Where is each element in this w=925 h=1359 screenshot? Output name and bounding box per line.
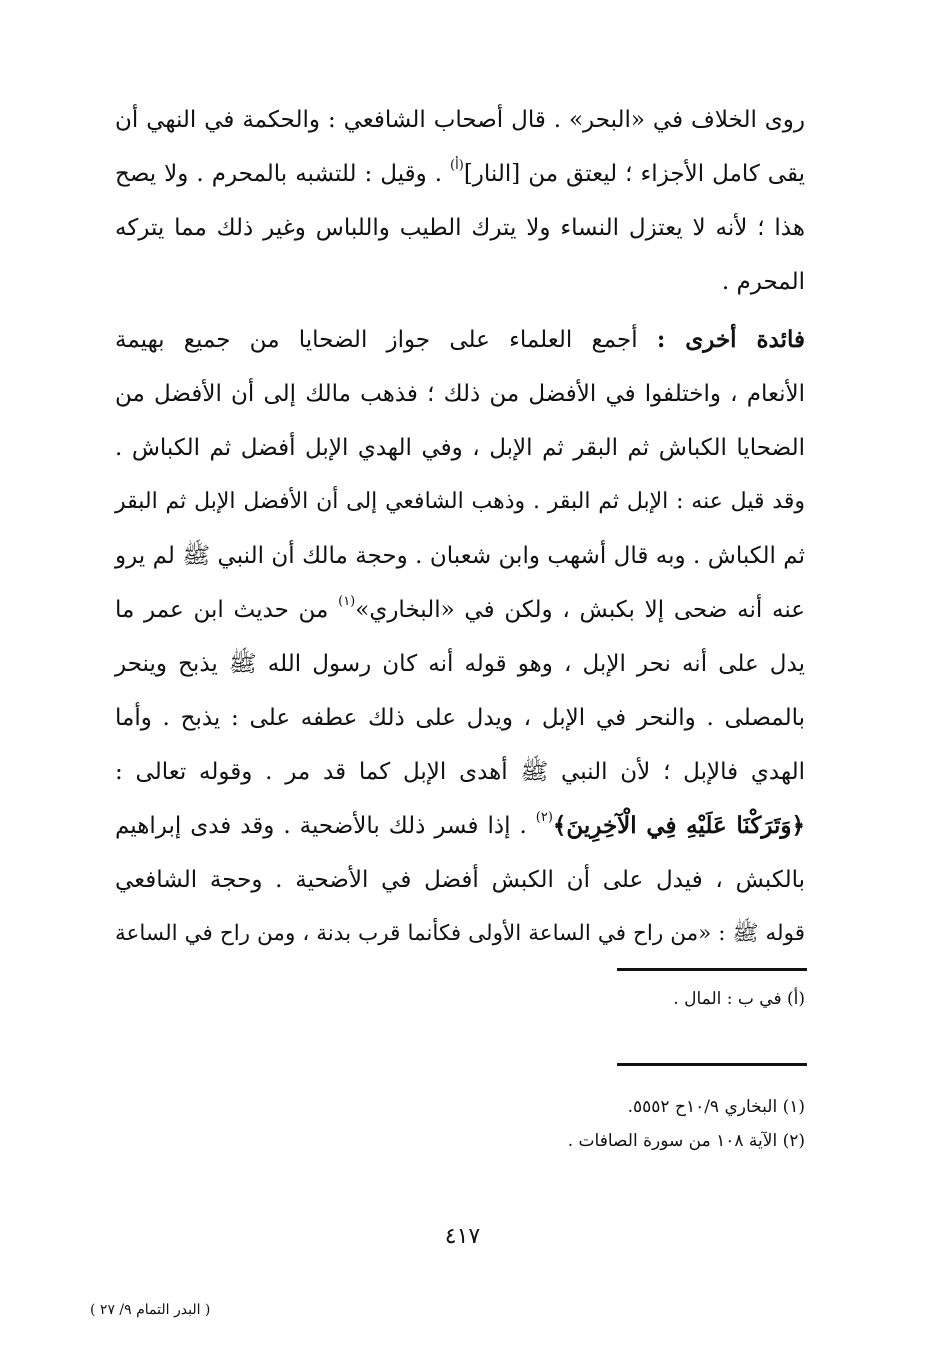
body-line: الهدي فالإبل ؛ لأن النبي ﷺ أهدى الإبل كما قد مر . وقوله تعالى : (115, 759, 805, 785)
footnote-marker: (١) (338, 594, 356, 609)
body-line: يدل على أنه نحر الإبل ، وهو قوله أنه كان رسول الله ﷺ يذبح وينحر (115, 651, 805, 677)
page-number: ٤١٧ (444, 1224, 481, 1249)
body-text: يقى كامل الأجزاء ؛ ليعتق من [النار] (463, 161, 805, 187)
body-line (115, 313, 805, 367)
footnote-divider (617, 968, 807, 971)
body-line: الضحايا الكباش ثم البقر ثم الإبل ، وفي الهدي الإبل أفضل ثم الكباش . (115, 435, 805, 461)
footnote-marker: (٢) (535, 810, 553, 825)
quran-verse: ﴿وَتَرَكْنَا عَلَيْهِ فِي الْآخِرِينَ﴾ (552, 812, 805, 839)
footnote: (١) البخاري ١٠/٩ح ٥٥٥٢. (627, 1097, 805, 1117)
body-text: . وقيل : للتشبه بالمحرم . ولا يصح (115, 161, 451, 187)
body-line: هذا ؛ لأنه لا يعتزل النساء ولا يترك الطيب واللباس وغير ذلك مما يتركه (115, 215, 805, 241)
body-text: أجمع العلماء على جواز الضحايا من جميع بهيمة (115, 327, 657, 353)
footnote: (٢) الآية ١٠٨ من سورة الصافات . (567, 1131, 805, 1151)
body-line: ثم الكباش . وبه قال أشهب وابن شعبان . وحجة مالك أن النبي ﷺ لم يرو (115, 543, 805, 569)
body-line (115, 583, 805, 637)
body-text: . إذا فسر ذلك بالأضحية . وقد فدى إبراهيم (115, 813, 536, 839)
footnote-divider (617, 1063, 807, 1066)
body-line: الأنعام ، واختلفوا في الأفضل من ذلك ؛ فذهب مالك إلى أن الأفضل من (115, 381, 805, 407)
section-heading: فائدة أخرى : (656, 326, 805, 353)
body-line: بالمصلى . والنحر في الإبل ، ويدل على ذلك عطفه على : يذبح . وأما (115, 705, 805, 731)
variant-marker: (أ) (450, 158, 464, 173)
body-line: قوله ﷺ : «من راح في الساعة الأولى فكأنما قرب بدنة ، ومن راح في الساعة (115, 921, 805, 946)
body-line: المحرم . (721, 269, 805, 295)
printer-signature: ( البدر التمام ٩/ ٢٧ ) (90, 1302, 211, 1318)
body-line: بالكبش ، فيدل على أن الكبش أفضل في الأضحية . وحجة الشافعي (115, 867, 805, 893)
body-line: وقد قيل عنه : الإبل ثم البقر . وذهب الشافعي إلى أن الأفضل الإبل ثم البقر (115, 489, 805, 514)
body-text: عنه أنه ضحى إلا بكبش ، ولكن في «البخاري» (355, 597, 806, 623)
body-text: من حديث ابن عمر ما (115, 597, 339, 623)
body-line (115, 147, 805, 201)
variant-note: (أ) في ب : المال . (673, 989, 805, 1009)
body-line: روى الخلاف في «البحر» . قال أصحاب الشافعي : والحكمة في النهي أن (115, 107, 805, 133)
body-line (115, 799, 805, 853)
